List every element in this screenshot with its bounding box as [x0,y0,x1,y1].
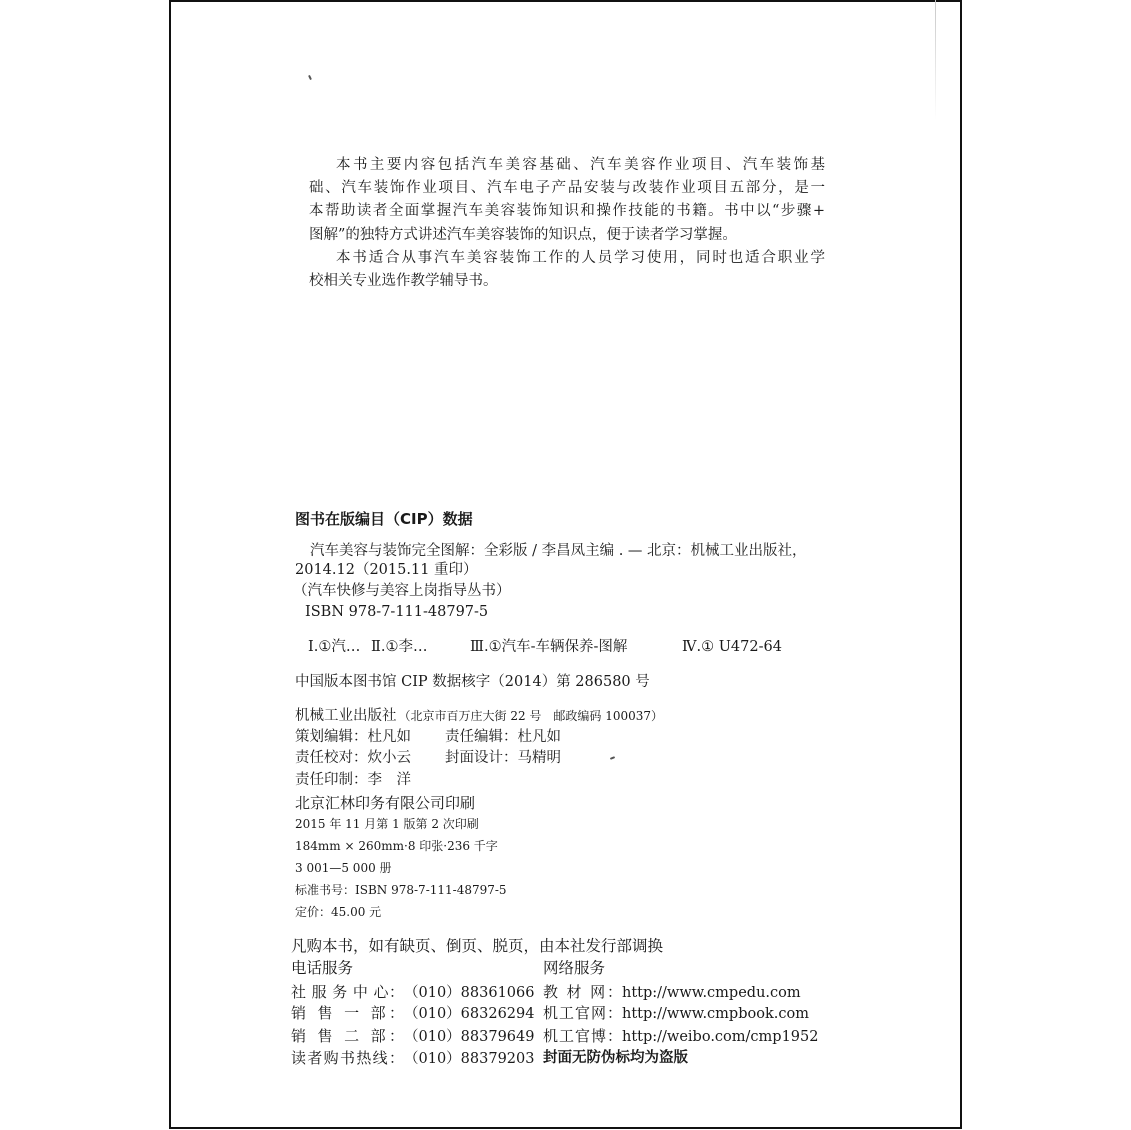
cip-heading: 图书在版编目（CIP）数据 [295,510,473,528]
staff-credit: 责任印制：李 洋 [295,772,411,788]
staff-credit: 责任校对：炊小云 [295,750,411,766]
cip-isbn: ISBN 978-7-111-48797-5 [305,604,489,620]
web-label: 机工官博： [543,1027,622,1045]
subject-heading: Ⅱ.①李… [371,639,428,655]
summary-line: 本书主要内容包括汽车美容基础、汽车美容作业项目、汽车装饰基 [336,157,825,173]
printer-name: 北京汇林印务有限公司印刷 [295,794,476,812]
web-label: 机工官网： [543,1004,622,1022]
staff-credit: 策划编辑：杜凡如 [295,729,411,745]
phone-row [291,1048,534,1069]
phone-row [291,1003,534,1024]
web-url: http://www.cmpedu.com [622,985,801,1001]
format-info: 184mm × 260mm·8 印张·236 千字 [295,839,498,853]
subject-heading: Ⅲ.①汽车-车辆保养-图解 [470,639,628,655]
standard-book-number: 标准书号：ISBN 978-7-111-48797-5 [295,883,507,897]
cip-series-line: （汽车快修与美容上岗指导丛书） [293,583,511,599]
summary-line: 本帮助读者全面掌握汽车美容装饰知识和操作技能的书籍。书中以“步骤+ [309,203,825,220]
phone-label: 社 服 务 中 心： [291,983,404,1001]
cip-entry-line: 2014.12（2015.11 重印） [295,562,478,578]
staff-credit: 责任编辑：杜凡如 [445,729,561,745]
web-label: 教 材 网： [543,983,622,1001]
phone-row [291,1026,534,1047]
scan-shadow-line [935,0,936,120]
publisher-name: 机械工业出版社 [295,708,397,724]
replacement-notice: 凡购本书，如有缺页、倒页、脱页，由本社发行部调换 [291,937,664,955]
web-row [543,982,801,1003]
summary-line: 校相关专业选作教学辅导书。 [309,272,498,289]
phone-number: （010）88379203 [404,1051,535,1067]
phone-number: （010）88361066 [404,985,535,1001]
summary-line: 图解”的独特方式讲述汽车美容装饰的知识点，便于读者学习掌握。 [309,226,737,243]
summary-line: 础、汽车装饰作业项目、汽车电子产品安装与改装作业项目五部分，是一 [309,180,825,197]
web-row [543,1003,809,1024]
phone-label: 读者购书热线： [291,1049,404,1067]
anti-counterfeit-note: 封面无防伪标均为盗版 [543,1050,688,1066]
print-run: 3 001—5 000 册 [295,861,392,875]
publisher-line [295,706,663,726]
web-row [543,1026,818,1047]
phone-label: 销 售 一 部： [291,1004,404,1022]
subject-heading: Ⅰ.①汽… [308,639,361,655]
cip-verification-number: 中国版本图书馆 CIP 数据核字（2014）第 286580 号 [295,674,650,690]
summary-line: 本书适合从事汽车美容装饰工作的人员学习使用，同时也适合职业学 [336,249,825,266]
web-url: http://weibo.com/cmp1952 [622,1029,819,1045]
publisher-address: （北京市百万庄大街 22 号 邮政编码 100037） [398,709,664,723]
price: 定价：45.00 元 [295,905,382,919]
phone-number: （010）68326294 [404,1006,535,1022]
edition-info: 2015 年 11 月第 1 版第 2 次印刷 [295,817,479,831]
phone-number: （010）88379649 [404,1029,535,1045]
subject-heading: Ⅳ.① U472-64 [682,639,782,655]
staff-credit: 封面设计：马精明 [445,750,561,766]
phone-row [291,982,534,1003]
cip-entry-line: 汽车美容与装饰完全图解：全彩版 / 李昌凤主编 . — 北京：机械工业出版社， [310,543,807,559]
web-service-heading: 网络服务 [543,959,606,977]
book-summary [309,154,825,293]
phone-label: 销 售 二 部： [291,1027,404,1045]
phone-service-heading: 电话服务 [291,959,354,977]
web-url: http://www.cmpbook.com [622,1006,809,1022]
